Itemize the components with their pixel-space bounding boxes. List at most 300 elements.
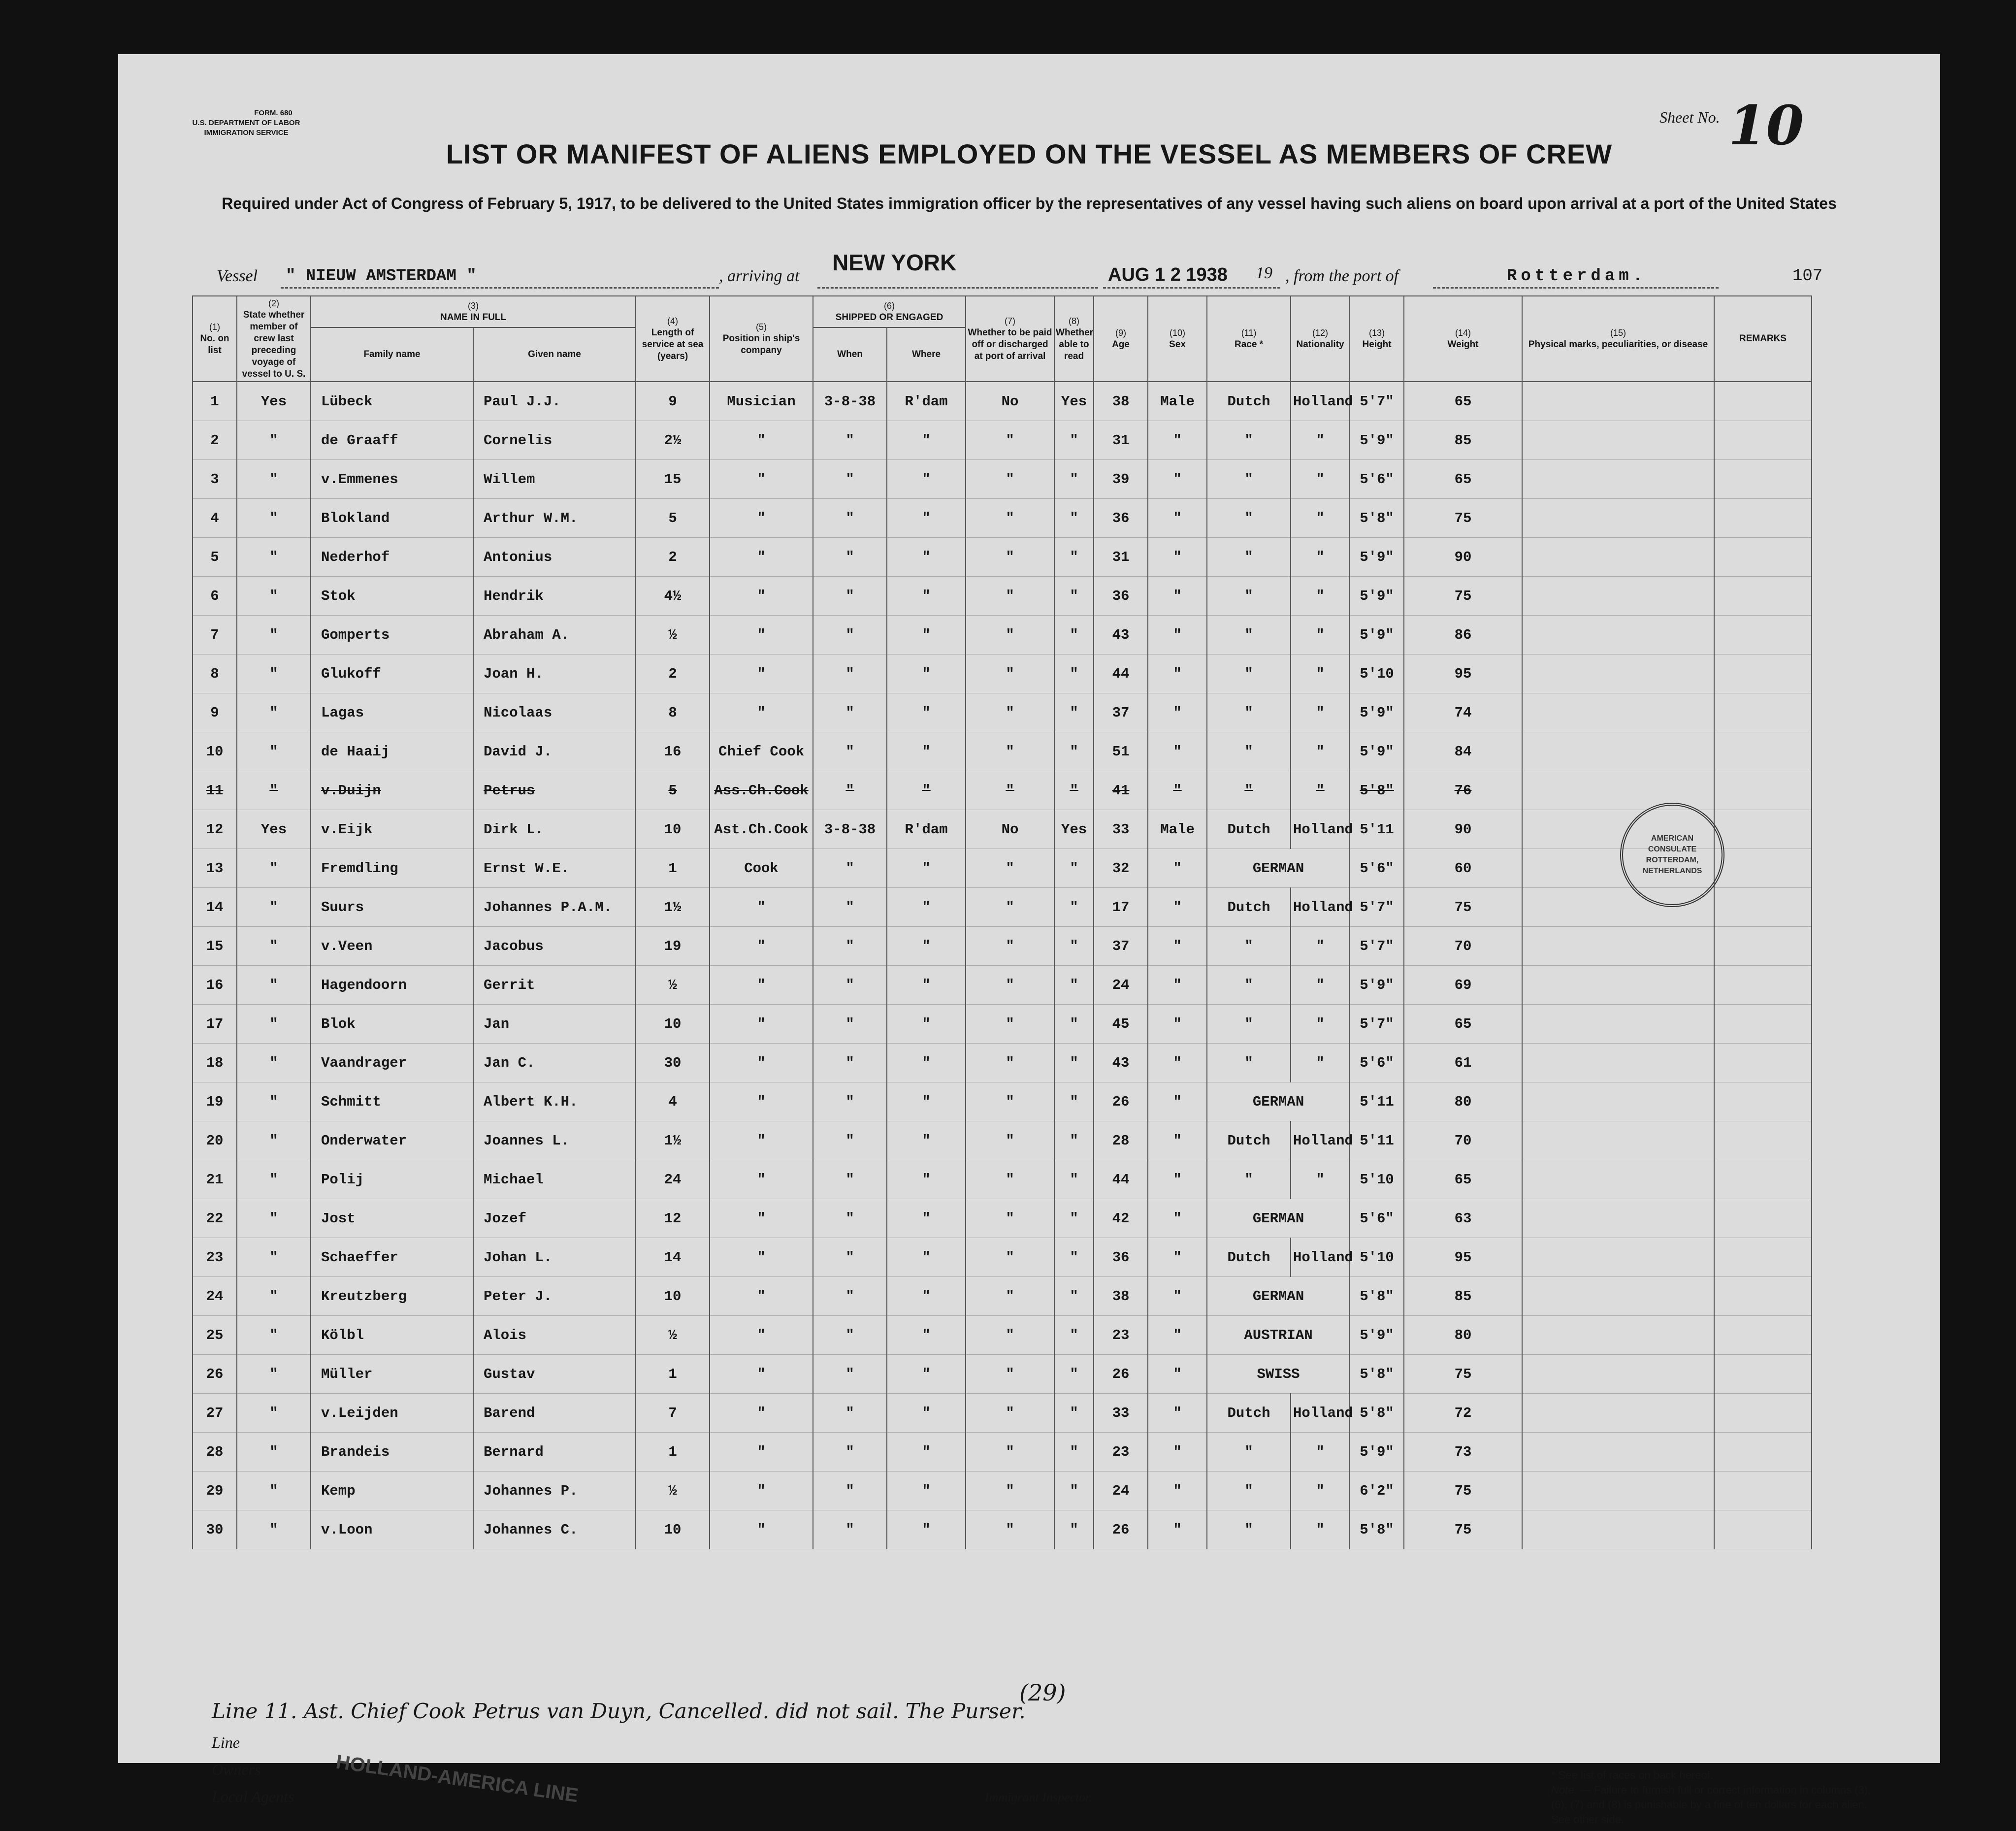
table-row (193, 1005, 1812, 1044)
cell-shipped-when: " (813, 538, 887, 577)
cell-shipped-where: " (887, 1044, 966, 1082)
cell-shipped-when: " (813, 888, 887, 927)
cell-age: 41 (1094, 771, 1148, 810)
cell-family-name: v.Eijk (311, 810, 473, 849)
cell-shipped-when: " (813, 1160, 887, 1199)
cell-weight: 80 (1404, 1082, 1522, 1121)
header-name-in-full: (3) NAME IN FULL (311, 296, 636, 327)
cell-given-name: Petrus (473, 771, 636, 810)
cell-remarks (1714, 732, 1812, 771)
cell-weight: 85 (1404, 1277, 1522, 1316)
cell-height: 5'7" (1350, 888, 1404, 927)
cell-nationality: " (1291, 732, 1350, 771)
page-number: 107 (1792, 267, 1823, 286)
cell-given-name: Jan C. (473, 1044, 636, 1082)
cell-height: 5'9" (1350, 577, 1404, 616)
cell-height: 5'8" (1350, 1355, 1404, 1394)
cell-age: 43 (1094, 1044, 1148, 1082)
cell-family-name: Onderwater (311, 1121, 473, 1160)
cell-sex: " (1148, 1160, 1207, 1199)
cell-remarks (1714, 1160, 1812, 1199)
cell-previous-voyage: " (237, 1394, 311, 1433)
cell-weight: 75 (1404, 1510, 1522, 1549)
cell-race: GERMAN (1207, 1199, 1350, 1238)
cell-paid-off: " (966, 1082, 1054, 1121)
cell-race: " (1207, 693, 1291, 732)
cell-shipped-when: " (813, 1238, 887, 1277)
cell-remarks (1714, 888, 1812, 927)
cell-position: " (710, 1121, 813, 1160)
cell-paid-off: " (966, 1394, 1054, 1433)
cell-height: 5'7" (1350, 382, 1404, 421)
manifest-footer (212, 1699, 1886, 1826)
cell-paid-off: " (966, 771, 1054, 810)
cell-list-number: 5 (193, 538, 237, 577)
cell-list-number: 30 (193, 1510, 237, 1549)
form-header (177, 108, 315, 138)
cell-shipped-when: " (813, 1121, 887, 1160)
cell-list-number: 21 (193, 1160, 237, 1199)
cell-able-to-read: " (1054, 1510, 1094, 1549)
cell-family-name: Blokland (311, 499, 473, 538)
cell-length-of-service: 30 (636, 1044, 710, 1082)
cell-physical-marks (1522, 1316, 1714, 1355)
cell-physical-marks (1522, 1277, 1714, 1316)
cell-sex: " (1148, 888, 1207, 927)
cell-age: 38 (1094, 1277, 1148, 1316)
cell-race: " (1207, 1471, 1291, 1510)
cell-nationality: " (1291, 1044, 1350, 1082)
cell-age: 44 (1094, 654, 1148, 693)
cell-length-of-service: 5 (636, 771, 710, 810)
cell-family-name: Müller (311, 1355, 473, 1394)
cell-height: 5'9" (1350, 732, 1404, 771)
cell-list-number: 8 (193, 654, 237, 693)
cell-weight: 61 (1404, 1044, 1522, 1082)
cell-paid-off: " (966, 616, 1054, 654)
cell-physical-marks (1522, 1355, 1714, 1394)
cell-physical-marks (1522, 1394, 1714, 1433)
cell-paid-off: " (966, 1471, 1054, 1510)
cell-position: Cook (710, 849, 813, 888)
cell-given-name: Ernst W.E. (473, 849, 636, 888)
header-given-name: Given name (473, 327, 636, 382)
cell-age: 24 (1094, 966, 1148, 1005)
cell-previous-voyage: " (237, 1355, 311, 1394)
cell-position: " (710, 1510, 813, 1549)
cell-length-of-service: 1 (636, 849, 710, 888)
cell-position: " (710, 966, 813, 1005)
cell-sex: " (1148, 538, 1207, 577)
table-row (193, 1121, 1812, 1160)
cell-sex: " (1148, 771, 1207, 810)
cell-remarks (1714, 1044, 1812, 1082)
cell-remarks (1714, 693, 1812, 732)
cell-length-of-service: 2 (636, 538, 710, 577)
cell-family-name: Hagendoorn (311, 966, 473, 1005)
cell-height: 5'10 (1350, 1238, 1404, 1277)
cell-race: " (1207, 654, 1291, 693)
cell-paid-off: " (966, 1316, 1054, 1355)
cell-age: 36 (1094, 577, 1148, 616)
header-where: Where (887, 327, 966, 382)
cell-family-name: Fremdling (311, 849, 473, 888)
cell-position: " (710, 499, 813, 538)
header-position: (5) Position in ship's company (710, 296, 813, 382)
from-port-underline (1433, 287, 1719, 289)
cell-shipped-when: " (813, 693, 887, 732)
cell-age: 37 (1094, 693, 1148, 732)
cell-age: 33 (1094, 810, 1148, 849)
crew-count-note: (29) (1019, 1679, 1066, 1706)
cell-sex: " (1148, 732, 1207, 771)
cell-weight: 86 (1404, 616, 1522, 654)
cell-paid-off: No (966, 810, 1054, 849)
cell-able-to-read: " (1054, 1355, 1094, 1394)
cell-paid-off: " (966, 1355, 1054, 1394)
header-list-number: (1) No. on list (193, 296, 237, 382)
cell-previous-voyage: " (237, 693, 311, 732)
cell-given-name: David J. (473, 732, 636, 771)
cell-given-name: Joan H. (473, 654, 636, 693)
crew-manifest-table (192, 295, 1812, 1549)
cell-shipped-where: " (887, 966, 966, 1005)
cell-length-of-service: 15 (636, 460, 710, 499)
cell-given-name: Albert K.H. (473, 1082, 636, 1121)
cell-list-number: 19 (193, 1082, 237, 1121)
cell-remarks (1714, 927, 1812, 966)
cell-weight: 75 (1404, 888, 1522, 927)
cell-paid-off: " (966, 577, 1054, 616)
header-race: (11) Race * (1207, 296, 1291, 382)
cell-given-name: Gustav (473, 1355, 636, 1394)
cell-height: 5'7" (1350, 927, 1404, 966)
cell-physical-marks (1522, 1510, 1714, 1549)
cell-height: 5'8" (1350, 1277, 1404, 1316)
cell-able-to-read: " (1054, 1160, 1094, 1199)
cell-remarks (1714, 1199, 1812, 1238)
cell-nationality: Holland (1291, 1238, 1350, 1277)
cell-length-of-service: 1½ (636, 1121, 710, 1160)
cell-race: " (1207, 538, 1291, 577)
cell-height: 5'7" (1350, 1005, 1404, 1044)
cell-position: " (710, 1199, 813, 1238)
cell-previous-voyage: " (237, 1082, 311, 1121)
cell-weight: 63 (1404, 1199, 1522, 1238)
cell-position: " (710, 1005, 813, 1044)
cell-list-number: 29 (193, 1471, 237, 1510)
cell-remarks (1714, 771, 1812, 810)
cell-length-of-service: 10 (636, 1277, 710, 1316)
cell-position: " (710, 1160, 813, 1199)
cell-shipped-where: " (887, 1433, 966, 1471)
table-row (193, 1355, 1812, 1394)
cell-length-of-service: 4 (636, 1082, 710, 1121)
table-row (193, 460, 1812, 499)
cell-list-number: 16 (193, 966, 237, 1005)
cell-length-of-service: 1½ (636, 888, 710, 927)
from-label: , from the port of (1285, 267, 1399, 285)
cell-height: 5'6" (1350, 1199, 1404, 1238)
cell-physical-marks (1522, 382, 1714, 421)
cell-nationality: " (1291, 927, 1350, 966)
header-nationality: (12) Nationality (1291, 296, 1350, 382)
cell-sex: " (1148, 1005, 1207, 1044)
cell-physical-marks (1522, 421, 1714, 460)
arrival-date: AUG 1 2 1938 (1108, 264, 1228, 285)
header-shipped-engaged: (6) SHIPPED OR ENGAGED (813, 296, 966, 327)
cell-list-number: 12 (193, 810, 237, 849)
cell-age: 23 (1094, 1316, 1148, 1355)
cell-height: 5'9" (1350, 421, 1404, 460)
cell-able-to-read: " (1054, 538, 1094, 577)
cell-sex: " (1148, 1277, 1207, 1316)
cell-position: " (710, 1277, 813, 1316)
cell-list-number: 25 (193, 1316, 237, 1355)
cell-sex: " (1148, 1082, 1207, 1121)
cell-race: Dutch (1207, 1394, 1291, 1433)
cell-list-number: 13 (193, 849, 237, 888)
cell-shipped-when: " (813, 1433, 887, 1471)
cell-sex: " (1148, 1121, 1207, 1160)
cell-paid-off: " (966, 460, 1054, 499)
cell-age: 32 (1094, 849, 1148, 888)
cell-remarks (1714, 1005, 1812, 1044)
cell-nationality: " (1291, 1160, 1350, 1199)
cell-height: 5'8" (1350, 1394, 1404, 1433)
table-row (193, 1238, 1812, 1277)
cell-list-number: 15 (193, 927, 237, 966)
cell-list-number: 11 (193, 771, 237, 810)
cell-remarks (1714, 1355, 1812, 1394)
cell-sex: " (1148, 1471, 1207, 1510)
cell-shipped-when: " (813, 927, 887, 966)
cell-able-to-read: " (1054, 577, 1094, 616)
cell-given-name: Jozef (473, 1199, 636, 1238)
cell-shipped-where: " (887, 616, 966, 654)
cell-weight: 70 (1404, 927, 1522, 966)
cell-given-name: Gerrit (473, 966, 636, 1005)
table-row (193, 849, 1812, 888)
cell-list-number: 28 (193, 1433, 237, 1471)
cell-paid-off: " (966, 538, 1054, 577)
cell-able-to-read: " (1054, 1433, 1094, 1471)
cell-race: " (1207, 771, 1291, 810)
cell-length-of-service: 10 (636, 1510, 710, 1549)
cell-shipped-when: " (813, 616, 887, 654)
cell-race: GERMAN (1207, 849, 1350, 888)
cell-weight: 85 (1404, 421, 1522, 460)
cell-sex: " (1148, 927, 1207, 966)
table-row (193, 1160, 1812, 1199)
cell-sex: " (1148, 460, 1207, 499)
header-remarks: REMARKS (1714, 296, 1812, 382)
table-row (193, 382, 1812, 421)
cell-race: SWISS (1207, 1355, 1350, 1394)
cell-previous-voyage: " (237, 966, 311, 1005)
cell-able-to-read: " (1054, 966, 1094, 1005)
cell-age: 37 (1094, 927, 1148, 966)
cell-paid-off: " (966, 1121, 1054, 1160)
cell-nationality: Holland (1291, 1394, 1350, 1433)
cell-able-to-read: " (1054, 1005, 1094, 1044)
cell-list-number: 27 (193, 1394, 237, 1433)
cell-shipped-where: " (887, 1005, 966, 1044)
cell-sex: " (1148, 1199, 1207, 1238)
cell-length-of-service: ½ (636, 616, 710, 654)
cell-shipped-when: " (813, 1355, 887, 1394)
cell-position: " (710, 1044, 813, 1082)
cell-nationality: " (1291, 1510, 1350, 1549)
cell-weight: 65 (1404, 382, 1522, 421)
inspector-label: Immigrant Inspector. (985, 1790, 1093, 1804)
cell-previous-voyage: " (237, 1044, 311, 1082)
cell-able-to-read: " (1054, 499, 1094, 538)
cell-physical-marks (1522, 1005, 1714, 1044)
cell-previous-voyage: " (237, 1471, 311, 1510)
cell-nationality: " (1291, 693, 1350, 732)
cell-family-name: Nederhof (311, 538, 473, 577)
cell-given-name: Johannes P. (473, 1471, 636, 1510)
cell-family-name: Kemp (311, 1471, 473, 1510)
handwritten-note: Line 11. Ast. Chief Cook Petrus van Duyn, Cancelled. did not sail. The Purser. (212, 1699, 1026, 1723)
cell-list-number: 22 (193, 1199, 237, 1238)
cell-age: 26 (1094, 1355, 1148, 1394)
cell-given-name: Alois (473, 1316, 636, 1355)
cell-family-name: Glukoff (311, 654, 473, 693)
cell-shipped-when: " (813, 1510, 887, 1549)
cell-able-to-read: " (1054, 1199, 1094, 1238)
cell-race: Dutch (1207, 1238, 1291, 1277)
cell-nationality: " (1291, 1433, 1350, 1471)
cell-paid-off: " (966, 966, 1054, 1005)
cell-physical-marks (1522, 1433, 1714, 1471)
cell-height: 5'9" (1350, 538, 1404, 577)
cell-height: 5'10 (1350, 654, 1404, 693)
cell-age: 36 (1094, 1238, 1148, 1277)
cell-height: 5'9" (1350, 1316, 1404, 1355)
cell-list-number: 7 (193, 616, 237, 654)
cell-shipped-when: " (813, 460, 887, 499)
cell-shipped-where: " (887, 1355, 966, 1394)
cell-shipped-where: " (887, 460, 966, 499)
cell-able-to-read: " (1054, 732, 1094, 771)
cell-previous-voyage: " (237, 849, 311, 888)
cell-family-name: Kreutzberg (311, 1277, 473, 1316)
cell-race: Dutch (1207, 1121, 1291, 1160)
cell-weight: 60 (1404, 849, 1522, 888)
cell-previous-voyage: " (237, 1510, 311, 1549)
cell-age: 45 (1094, 1005, 1148, 1044)
date-underline (1103, 287, 1280, 289)
cell-given-name: Jacobus (473, 927, 636, 966)
cell-previous-voyage: " (237, 499, 311, 538)
cell-race: " (1207, 1044, 1291, 1082)
cell-age: 43 (1094, 616, 1148, 654)
cell-previous-voyage: " (237, 1238, 311, 1277)
cell-physical-marks (1522, 693, 1714, 732)
cell-list-number: 2 (193, 421, 237, 460)
cell-age: 36 (1094, 499, 1148, 538)
owners-label: Owners (212, 1761, 261, 1778)
cell-age: 31 (1094, 538, 1148, 577)
cell-able-to-read: " (1054, 1044, 1094, 1082)
cell-physical-marks (1522, 732, 1714, 771)
cell-position: Musician (710, 382, 813, 421)
cell-nationality: " (1291, 616, 1350, 654)
cell-height: 5'6" (1350, 460, 1404, 499)
table-row (193, 966, 1812, 1005)
cell-family-name: Schaeffer (311, 1238, 473, 1277)
cell-race: " (1207, 616, 1291, 654)
cell-sex: " (1148, 849, 1207, 888)
cell-weight: 95 (1404, 654, 1522, 693)
from-port: Rotterdam. (1507, 267, 1647, 286)
cell-shipped-where: R'dam (887, 810, 966, 849)
cell-remarks (1714, 1471, 1812, 1510)
cell-paid-off: " (966, 1005, 1054, 1044)
cell-list-number: 26 (193, 1355, 237, 1394)
cell-shipped-where: " (887, 849, 966, 888)
cell-shipped-when: 3-8-38 (813, 810, 887, 849)
cell-paid-off: " (966, 654, 1054, 693)
header-age: (9) Age (1094, 296, 1148, 382)
cell-shipped-where: R'dam (887, 382, 966, 421)
cell-race: " (1207, 732, 1291, 771)
cell-age: 44 (1094, 1160, 1148, 1199)
cell-weight: 75 (1404, 1355, 1522, 1394)
cell-shipped-when: " (813, 1394, 887, 1433)
header-paid-off: (7) Whether to be paid off or discharged at port of arrival (966, 296, 1054, 382)
manifest-sheet (118, 54, 1940, 1826)
cell-race: GERMAN (1207, 1277, 1350, 1316)
cell-given-name: Johan L. (473, 1238, 636, 1277)
cell-shipped-when: " (813, 499, 887, 538)
cell-shipped-where: " (887, 1471, 966, 1510)
cell-family-name: v.Loon (311, 1510, 473, 1549)
cell-physical-marks (1522, 538, 1714, 577)
cell-nationality: " (1291, 499, 1350, 538)
cell-position: " (710, 888, 813, 927)
cell-shipped-when: " (813, 1082, 887, 1121)
cell-nationality: " (1291, 577, 1350, 616)
cell-length-of-service: 2½ (636, 421, 710, 460)
header-length-of-service: (4) Length of service at sea (years) (636, 296, 710, 382)
cell-paid-off: " (966, 1044, 1054, 1082)
cell-sex: " (1148, 1238, 1207, 1277)
cell-shipped-where: " (887, 1199, 966, 1238)
cell-given-name: Cornelis (473, 421, 636, 460)
cell-family-name: Blok (311, 1005, 473, 1044)
cell-length-of-service: 7 (636, 1394, 710, 1433)
cell-family-name: Brandeis (311, 1433, 473, 1471)
cell-height: 5'9" (1350, 616, 1404, 654)
cell-length-of-service: 4½ (636, 577, 710, 616)
cell-age: 26 (1094, 1510, 1148, 1549)
page-subtitle: Required under Act of Congress of February 5, 1917, to be delivered to the United States immigration officer by the representatives of any vessel having such aliens on board upon arrival at a port of the United States (222, 195, 1837, 212)
cell-shipped-where: " (887, 654, 966, 693)
cell-length-of-service: ½ (636, 1316, 710, 1355)
cell-shipped-when: " (813, 577, 887, 616)
cell-physical-marks (1522, 577, 1714, 616)
cell-physical-marks (1522, 1044, 1714, 1082)
table-row (193, 1082, 1812, 1121)
cell-family-name: v.Leijden (311, 1394, 473, 1433)
cell-sex: " (1148, 577, 1207, 616)
cell-able-to-read: " (1054, 888, 1094, 927)
cell-nationality: Holland (1291, 382, 1350, 421)
cell-height: 5'9" (1350, 1433, 1404, 1471)
